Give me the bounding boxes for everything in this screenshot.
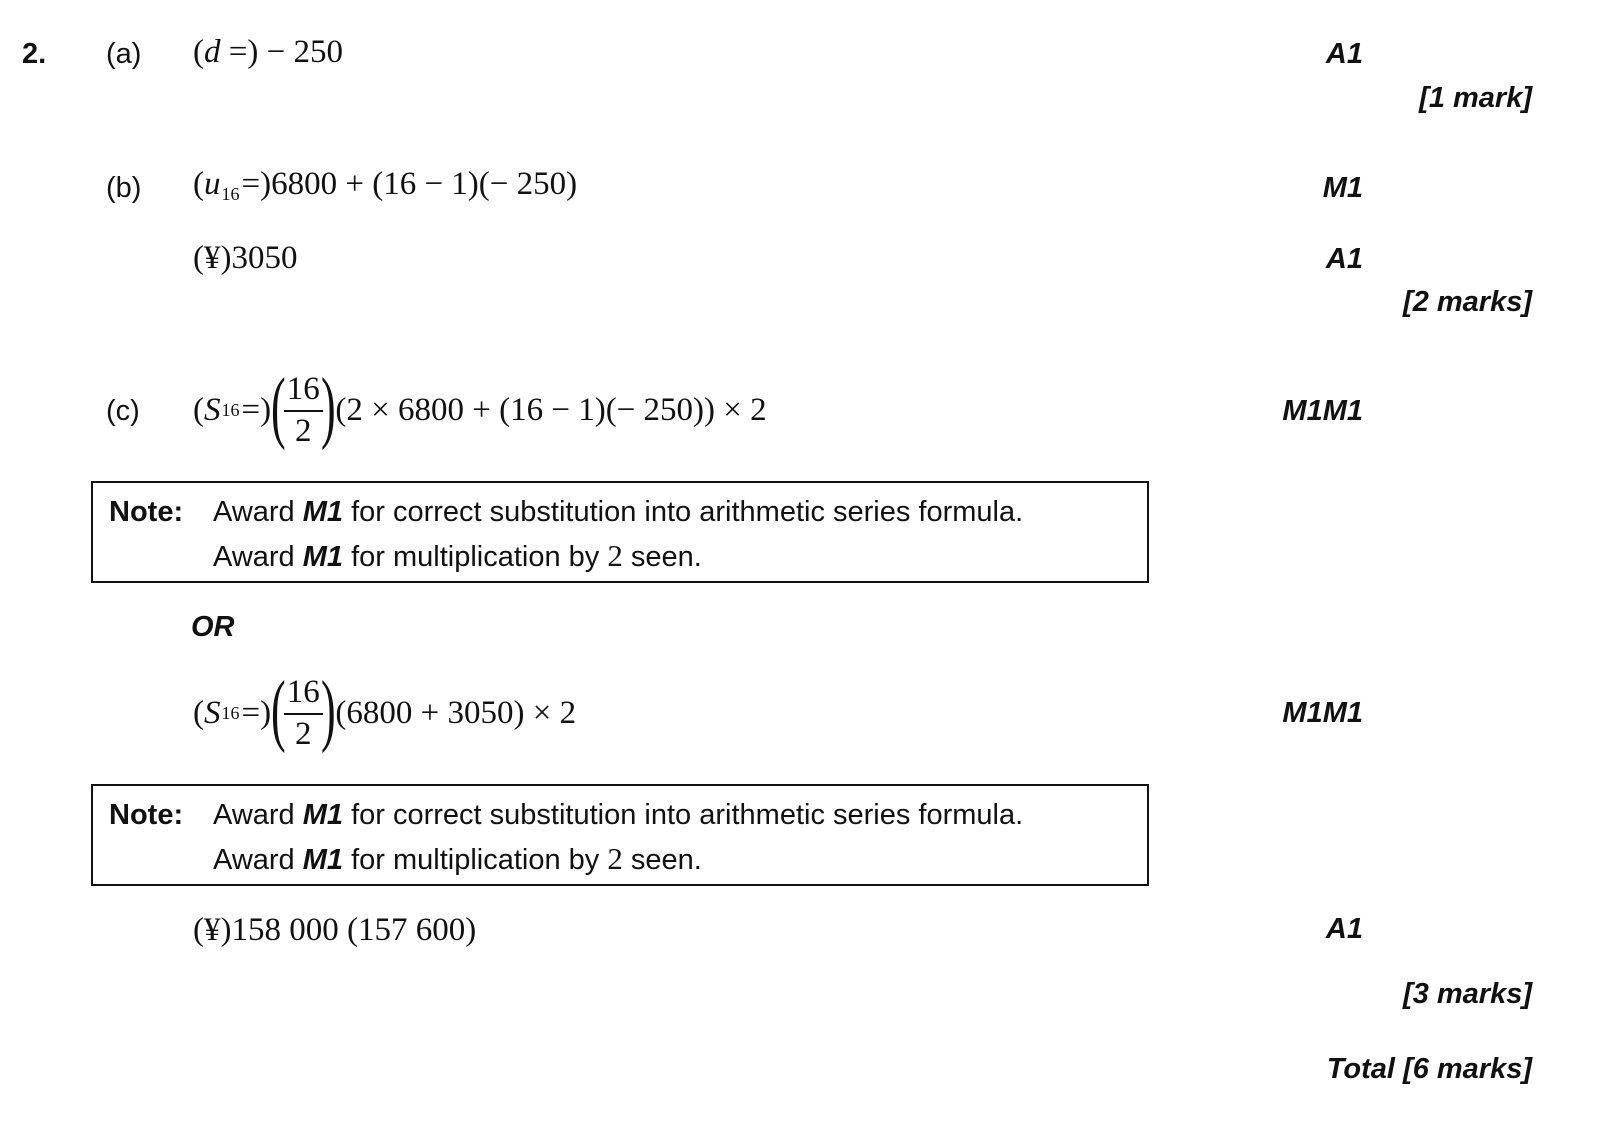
part-a-answer	[193, 34, 343, 71]
note-box-2	[91, 784, 1149, 886]
note-2-line-2-num: 2	[607, 841, 623, 876]
part-a-label: (a)	[106, 38, 142, 70]
part-c-m2-mark-code: M1M1	[1282, 697, 1363, 729]
note-1-line-1-post: for correct substitution into arithmetic series formula.	[343, 496, 1024, 528]
part-c-m2-fraction	[284, 673, 323, 752]
note-2-line-2-mid: for multiplication by	[343, 844, 608, 876]
part-c-m2-variable: S	[204, 694, 221, 731]
question-number: 2.	[22, 38, 47, 70]
part-b-marks: [2 marks]	[1403, 286, 1532, 318]
note-2-line-1	[213, 799, 1023, 832]
part-c-m2-denominator: 2	[295, 715, 312, 752]
note-2-line-1-code: M1	[302, 799, 344, 831]
note-2-line-1-pre: Award	[213, 799, 303, 831]
right-big-paren-icon: )	[320, 666, 336, 754]
note-1-line-2-mid: for multiplication by	[343, 541, 608, 573]
note-1-line-1	[213, 496, 1023, 529]
part-c-m2-equals: =)	[241, 694, 272, 731]
part-c-m1-open-paren: (	[193, 391, 204, 428]
part-c-m1-fraction-group	[271, 363, 336, 451]
note-1-line-2	[213, 538, 702, 574]
part-b-working	[193, 166, 577, 205]
part-c-final-mark-code: A1	[1325, 913, 1363, 945]
part-c-method2-working	[193, 667, 576, 759]
part-c-m1-numerator: 16	[284, 373, 323, 412]
part-b-variable: u	[204, 166, 221, 202]
note-1-line-1-code: M1	[302, 496, 344, 528]
part-c-m2-open-paren: (	[193, 694, 204, 731]
part-c-final-answer: (¥)158 000 (157 600)	[193, 912, 477, 948]
left-big-paren-icon: (	[271, 666, 286, 754]
part-b-open-paren: (	[193, 166, 204, 202]
note-1-line-2-num: 2	[607, 538, 623, 573]
part-b-label: (b)	[106, 172, 142, 204]
note-1-line-1-pre: Award	[213, 496, 303, 528]
note-1-line-2-post: seen.	[622, 541, 702, 573]
note-2-line-2	[213, 841, 702, 877]
note-2-line-2-post: seen.	[622, 844, 702, 876]
part-c-marks: [3 marks]	[1403, 978, 1532, 1010]
part-b-subscript: 16	[221, 184, 240, 204]
right-big-paren-icon: )	[320, 363, 336, 451]
part-c-m1-expression: (2 × 6800 + (16 − 1)(− 250)) × 2	[335, 391, 767, 428]
total-marks: Total [6 marks]	[1326, 1053, 1532, 1085]
part-b-mark-code-2: A1	[1325, 243, 1363, 275]
part-c-m2-expression: (6800 + 3050) × 2	[335, 694, 577, 731]
note-box-1	[91, 481, 1149, 583]
part-a-mark-code: A1	[1325, 38, 1363, 70]
note-2-line-2-code: M1	[302, 844, 344, 876]
part-a-variable: d	[204, 34, 221, 70]
note-1-line-2-pre: Award	[213, 541, 303, 573]
part-b-expression: =)6800 + (16 − 1)(− 250)	[241, 166, 578, 202]
left-big-paren-icon: (	[271, 363, 286, 451]
part-c-m1-equals: =)	[241, 391, 272, 428]
part-c-m1-subscript: 16	[221, 399, 240, 420]
note-1-line-2-code: M1	[302, 541, 344, 573]
part-c-m2-subscript: 16	[221, 702, 240, 723]
part-c-m1-fraction	[284, 370, 323, 449]
or-label: OR	[191, 611, 235, 643]
part-a-marks: [1 mark]	[1419, 82, 1532, 114]
part-c-m1-mark-code: M1M1	[1282, 395, 1363, 427]
part-c-label: (c)	[106, 395, 140, 427]
note-2-line-1-post: for correct substitution into arithmetic series formula.	[343, 799, 1024, 831]
part-c-m2-fraction-group	[271, 666, 336, 754]
part-a-value: =) − 250	[220, 34, 343, 70]
note-2-line-2-pre: Award	[213, 844, 303, 876]
part-b-mark-code-1: M1	[1322, 172, 1363, 204]
part-c-m2-numerator: 16	[284, 676, 323, 715]
part-c-m1-variable: S	[204, 391, 221, 428]
part-c-method1-working	[193, 364, 767, 456]
part-b-answer: (¥)3050	[193, 240, 298, 276]
part-a-open-paren: (	[193, 34, 204, 70]
part-c-m1-denominator: 2	[295, 412, 312, 449]
note-1-label: Note:	[109, 496, 184, 528]
note-2-label: Note:	[109, 799, 184, 831]
